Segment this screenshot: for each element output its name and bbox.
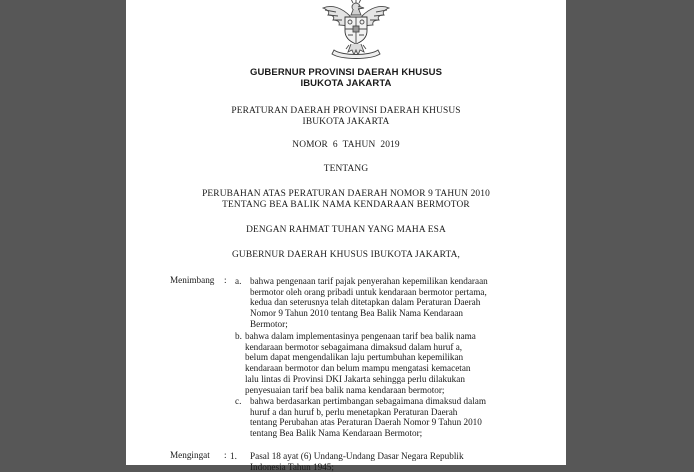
mengingat-item-1-mark: 1. (230, 451, 237, 461)
menimbang-item-c-mark: c. (235, 396, 242, 406)
regulation-subject-line1: PERUBAHAN ATAS PERATURAN DAERAH NOMOR 9 TAHUN 2010 (202, 189, 490, 199)
governor-title-line1: GUBERNUR PROVINSI DAERAH KHUSUS (249, 67, 443, 78)
governor-title-line2: IBUKOTA JAKARTA (300, 78, 392, 89)
menimbang-item-a-mark: a. (235, 276, 242, 286)
menimbang-item-b-text: bahwa dalam implementasinya pengenaan tarif bea balik nama kendaraan bermotor sebagaimana dimaksud dalam huruf a, belum dapat mengendalikan laju pertumbuhan kepemilikan kendaraan bermotor dan belum mampu mengatasi kemacetan lalu lintas di Provinsi DKI Jakarta sehingga perlu dilakukan penyesuaian tarif bea balik nama kendaraan bermotor; (245, 331, 476, 395)
menimbang-item-a-text: bahwa pengenaan tarif pajak penyerahan kepemilikan kendaraan bermotor oleh orang pribadi untuk kendaraan bermotor pertama, kedua dan seterusnya telah ditetapkan dalam Peraturan Daerah Nomor 9 Tahun 2010 tentang Bea Balik Nama Kendaraan Bermotor; (250, 276, 488, 329)
menimbang-colon: : (224, 275, 227, 285)
about-heading: TENTANG (323, 164, 369, 174)
menimbang-item-b-mark: b. (235, 331, 242, 341)
issuer: GUBERNUR DAERAH KHUSUS IBUKOTA JAKARTA, (231, 250, 460, 260)
regulation-type-line2: IBUKOTA JAKARTA (302, 117, 390, 127)
menimbang-item-c-text: bahwa berdasarkan pertimbangan sebagaimana dimaksud dalam huruf a dan huruf b, perlu menetapkan Peraturan Daerah tentang Perubahan atas Peraturan Daerah Nomor 9 Tahun 2010 tentang Bea Balik Nama Kendaraan Bermotor; (250, 396, 486, 439)
garuda-emblem (320, 0, 392, 62)
document-page (126, 0, 566, 472)
mengingat-label: Mengingat (170, 450, 210, 460)
regulation-number: NOMOR 6 TAHUN 2019 (292, 140, 400, 150)
regulation-type-line1: PERATURAN DAERAH PROVINSI DAERAH KHUSUS (231, 106, 461, 116)
mengingat-item-1-text: Pasal 18 ayat (6) Undang-Undang Dasar Negara Republik Indonesia Tahun 1945; (250, 451, 464, 472)
invocation: DENGAN RAHMAT TUHAN YANG MAHA ESA (246, 225, 446, 235)
regulation-subject-line2: TENTANG BEA BALIK NAMA KENDARAAN BERMOTOR (222, 200, 470, 210)
mengingat-colon: : (224, 450, 227, 460)
menimbang-label: Menimbang (170, 275, 215, 285)
